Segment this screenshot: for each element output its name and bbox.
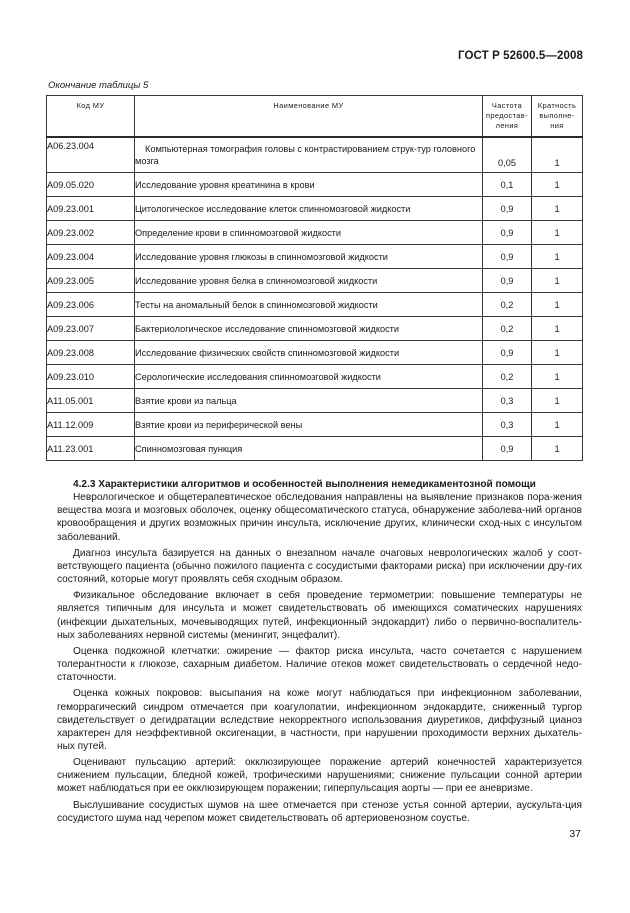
- cell-code: A09.05.020: [47, 173, 135, 197]
- table-row: [47, 197, 583, 221]
- cell-frequency: 0,2: [483, 365, 532, 389]
- page-number: 37: [569, 828, 581, 840]
- cell-frequency: 0,05: [483, 137, 532, 173]
- cell-multiplicity: 1: [532, 365, 583, 389]
- cell-multiplicity: 1: [532, 389, 583, 413]
- cell-multiplicity: 1: [532, 317, 583, 341]
- cell-multiplicity: 1: [532, 221, 583, 245]
- cell-name: Исследование уровня белка в спинномозговой жидкости: [135, 269, 483, 293]
- cell-name: Компьютерная томография головы с контрастированием струк-тур головного мозга: [135, 137, 483, 173]
- cell-frequency: 0,9: [483, 437, 532, 461]
- cell-frequency: 0,9: [483, 197, 532, 221]
- services-table: [46, 95, 583, 461]
- standard-code: ГОСТ Р 52600.5—2008: [458, 50, 583, 62]
- cell-multiplicity: 1: [532, 173, 583, 197]
- cell-code: A09.23.001: [47, 197, 135, 221]
- column-header-frequency-line: ления: [495, 121, 519, 130]
- paragraph: Оценка подкожной клетчатки: ожирение — фактор риска инсульта, часто сочетается с нарушением толерантности к глюкозе, сахарным диабетом. Наличие отеков может свидетельствовать о сердечной недо-статочности.: [57, 645, 582, 684]
- column-header-frequency: [483, 96, 532, 137]
- table-caption: Окончание таблицы 5: [48, 80, 149, 91]
- column-header-multiplicity-line: ния: [550, 121, 564, 130]
- cell-code: A09.23.002: [47, 221, 135, 245]
- cell-code: A11.05.001: [47, 389, 135, 413]
- cell-code: A09.23.004: [47, 245, 135, 269]
- body-text: [57, 478, 582, 828]
- cell-multiplicity: 1: [532, 245, 583, 269]
- paragraph: Оценивают пульсацию артерий: окклюзирующее поражение артерий конечностей характеризуется снижением пульсации, бледной кожей, трофическими нарушениями; снижение пульсации сонной артерии может наблюдаться при ее окклюзирующем поражении; гиперпульсация аорты — при ее аневризме.: [57, 757, 582, 795]
- cell-multiplicity: 1: [532, 341, 583, 365]
- cell-multiplicity: 1: [532, 413, 583, 437]
- table-row: [47, 245, 583, 269]
- cell-multiplicity: 1: [532, 293, 583, 317]
- cell-frequency: 0,2: [483, 293, 532, 317]
- cell-name: Серологические исследования спинномозговой жидкости: [135, 365, 483, 389]
- cell-multiplicity: 1: [532, 437, 583, 461]
- cell-code: A09.23.006: [47, 293, 135, 317]
- cell-code: A09.23.005: [47, 269, 135, 293]
- column-header-multiplicity-line: выполне-: [539, 111, 575, 120]
- cell-name: Взятие крови из пальца: [135, 389, 483, 413]
- cell-name: Взятие крови из периферической вены: [135, 413, 483, 437]
- table-row: [47, 317, 583, 341]
- cell-code: A09.23.007: [47, 317, 135, 341]
- column-header-code: Код МУ: [47, 96, 135, 137]
- cell-multiplicity: 1: [532, 269, 583, 293]
- cell-name: Определение крови в спинномозговой жидкости: [135, 221, 483, 245]
- column-header-frequency-line: предостав-: [486, 111, 528, 120]
- cell-frequency: 0,9: [483, 221, 532, 245]
- table-row: [47, 437, 583, 461]
- cell-name: Тесты на аномальный белок в спинномозговой жидкости: [135, 293, 483, 317]
- cell-code: A09.23.008: [47, 341, 135, 365]
- paragraph: Физикальное обследование включает в себя проведение термометрии: повышение температуры не является типичным для инсульта и может свидетельствовать об имеющихся соматических нарушениях (инфекции дыхательных, мочевыводящих путей, инфекционный эндокардит) либо о первично-воспалитель-ных заболеваниях нервной системы (менингит, энцефалит).: [57, 590, 582, 641]
- cell-frequency: 0,9: [483, 245, 532, 269]
- cell-multiplicity: 1: [532, 197, 583, 221]
- cell-code: A06.23.004: [47, 137, 135, 173]
- cell-name: Исследование уровня креатинина в крови: [135, 173, 483, 197]
- cell-name: Цитологическое исследование клеток спинномозговой жидкости: [135, 197, 483, 221]
- cell-frequency: 0,9: [483, 341, 532, 365]
- cell-frequency: 0,2: [483, 317, 532, 341]
- column-header-multiplicity-line: Кратность: [537, 101, 577, 110]
- table-row: [47, 365, 583, 389]
- table-row: [47, 269, 583, 293]
- table-header-row: [47, 96, 583, 137]
- column-header-frequency-line: Частота: [491, 101, 523, 110]
- table-row: [47, 413, 583, 437]
- cell-code: A11.23.001: [47, 437, 135, 461]
- paragraph: Неврологическое и общетерапевтическое обследования направлены на выявление признаков пора-жения вещества мозга и мозговых оболочек, оценку общесоматического статуса, обнаружение заболева-ний органов кровообращения и других возможных причин инсульта, исключение других, клинически сход-ных с инсультом заболеваний.: [57, 492, 582, 543]
- cell-multiplicity: 1: [532, 137, 583, 173]
- cell-frequency: 0,3: [483, 413, 532, 437]
- paragraph: Диагноз инсульта базируется на данных о внезапном начале очаговых неврологических жалоб у соот-ветствующего пациента (обычно пожилого пациента с сосудистыми факторами риска) при исключении дру-гих состояний, которые могут проявлять себя сходным образом.: [57, 547, 582, 586]
- cell-name: Исследование уровня глюкозы в спинномозговой жидкости: [135, 245, 483, 269]
- table-row: [47, 293, 583, 317]
- cell-name: Спинномозговая пункция: [135, 437, 483, 461]
- cell-frequency: 0,9: [483, 269, 532, 293]
- cell-code: A09.23.010: [47, 365, 135, 389]
- cell-code: A11.12.009: [47, 413, 135, 437]
- cell-name: Исследование физических свойств спинномозговой жидкости: [135, 341, 483, 365]
- table-row: [47, 137, 583, 173]
- paragraph: Выслушивание сосудистых шумов на шее отмечается при стенозе устья сонной артерии, аускульта-ция сосудистого шума над черепом может свидетельствовать об артериовенозном соустье.: [57, 799, 582, 824]
- cell-frequency: 0,1: [483, 173, 532, 197]
- section-heading: 4.2.3 Характеристики алгоритмов и особенностей выполнения немедикаментозной помощи: [73, 479, 536, 490]
- cell-name: Бактериологическое исследование спинномозговой жидкости: [135, 317, 483, 341]
- column-header-name: Наименование МУ: [135, 96, 483, 137]
- cell-frequency: 0,3: [483, 389, 532, 413]
- table-row: [47, 389, 583, 413]
- paragraph: Оценка кожных покровов: высыпания на коже могут наблюдаться при инфекционном заболевании, геморрагический синдром отмечается при коагулопатии, инфекционном эндокардите, сниженный тургор свидетельствует о дегидратации вследствие некорректного использования диуретиков, диффузный цианоз характерен для неэффективной оксигенации, в частности, при нарушении проходимости верхних дыхатель-ных путей.: [57, 688, 582, 752]
- table-row: [47, 221, 583, 245]
- table-row: [47, 341, 583, 365]
- column-header-multiplicity: [532, 96, 583, 137]
- table-row: [47, 173, 583, 197]
